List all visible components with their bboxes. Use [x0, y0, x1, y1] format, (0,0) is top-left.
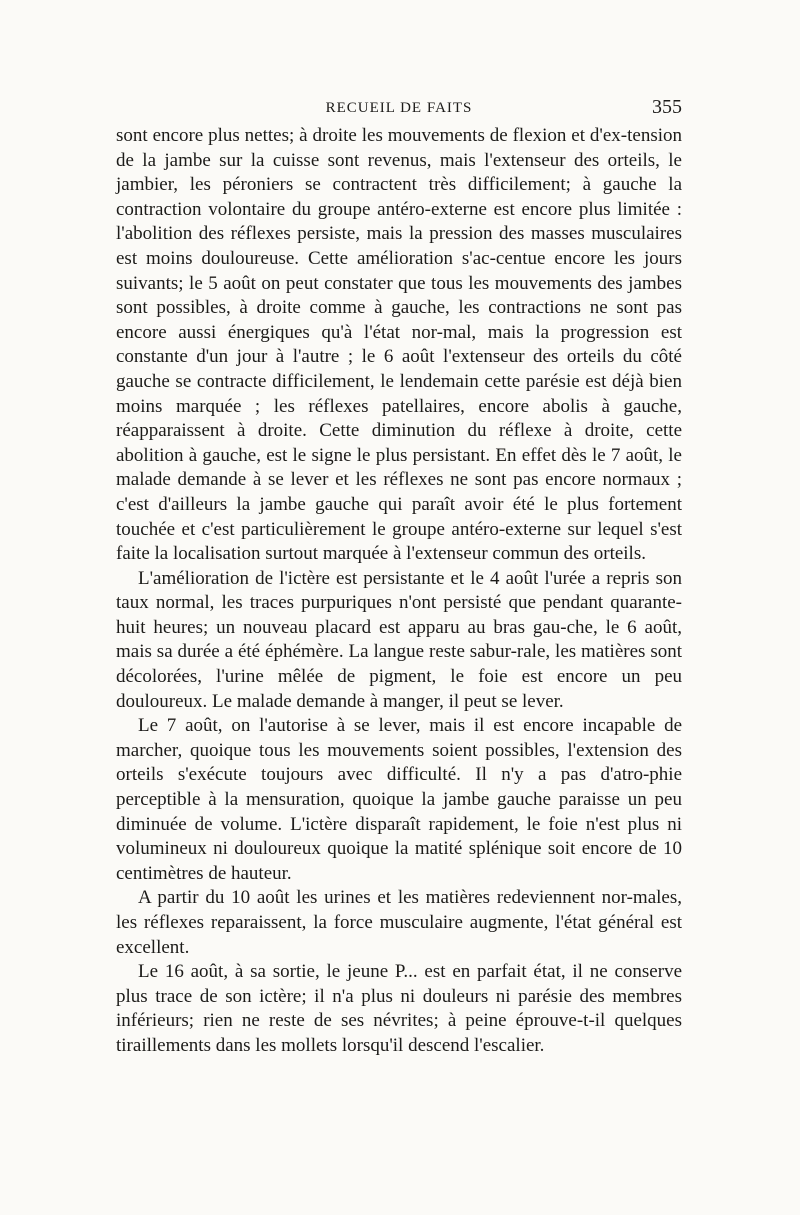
- running-head: RECUEIL DE FAITS: [325, 100, 473, 116]
- paragraph: A partir du 10 août les urines et les matières redeviennent nor-males, les réflexes reparaissent, la force musculaire augmente, l'état général est excellent.: [116, 887, 682, 958]
- body-text: [116, 124, 682, 1059]
- page-number: 355: [652, 96, 682, 118]
- page-header: [116, 96, 682, 124]
- paragraph: Le 16 août, à sa sortie, le jeune P... est en parfait état, il ne conserve plus trace de son ictère; il n'a plus ni douleurs ni parésie des membres inférieurs; rien ne reste de ses névrites; à peine éprouve-t-il quelques tiraillements dans les mollets lorsqu'il descend l'escalier.: [116, 961, 682, 1056]
- paragraph: Le 7 août, on l'autorise à se lever, mais il est encore incapable de marcher, quoique tous les mouvements soient possibles, l'extension des orteils s'exécute toujours avec difficulté. Il n'y a pas d'atro-phie perceptible à la mensuration, quoique la jambe gauche paraisse un peu diminuée de volume. L'ictère disparaît rapidement, le foie n'est plus ni volumineux ni douloureux quoique la matité splénique soit encore de 10 centimètres de hauteur.: [116, 715, 682, 884]
- paragraph: sont encore plus nettes; à droite les mouvements de flexion et d'ex-tension de la jambe sur la cuisse sont revenus, mais l'extenseur des orteils, le jambier, les péroniers se contractent très difficilement; à gauche la contraction volontaire du groupe antéro-externe est encore plus limitée : l'abolition des réflexes persiste, mais la pression des masses musculaires est moins douloureuse. Cette amélioration s'ac-centue encore les jours suivants; le 5 août on peut constater que tous les mouvements des jambes sont possibles, à droite comme à gauche, les contractions ne sont pas encore aussi énergiques qu'à l'état nor-mal, mais la progression est constante d'un jour à l'autre ; le 6 août l'extenseur des orteils du côté gauche se contracte difficilement, le lendemain cette parésie est déjà bien moins marquée ; les réflexes patellaires, encore abolis à gauche, réapparaissent à droite. Cette diminution du réflexe à droite, cette abolition à gauche, est le signe le plus persistant. En effet dès le 7 août, le malade demande à se lever et les réflexes ne sont pas encore normaux ; c'est d'ailleurs la jambe gauche qui paraît avoir été le plus fortement touchée et c'est particulièrement le groupe antéro-externe sur lequel s'est faite la localisation surtout marquée à l'extenseur commun des orteils.: [116, 125, 682, 565]
- paragraph: L'amélioration de l'ictère est persistante et le 4 août l'urée a repris son taux normal, les traces purpuriques n'ont persisté que pendant quarante-huit heures; un nouveau placard est apparu au bras gau-che, le 6 août, mais sa durée a été éphémère. La langue reste sabur-rale, les matières sont décolorées, l'urine mêlée de pigment, le foie est encore un peu douloureux. Le malade demande à manger, il peut se lever.: [116, 567, 682, 712]
